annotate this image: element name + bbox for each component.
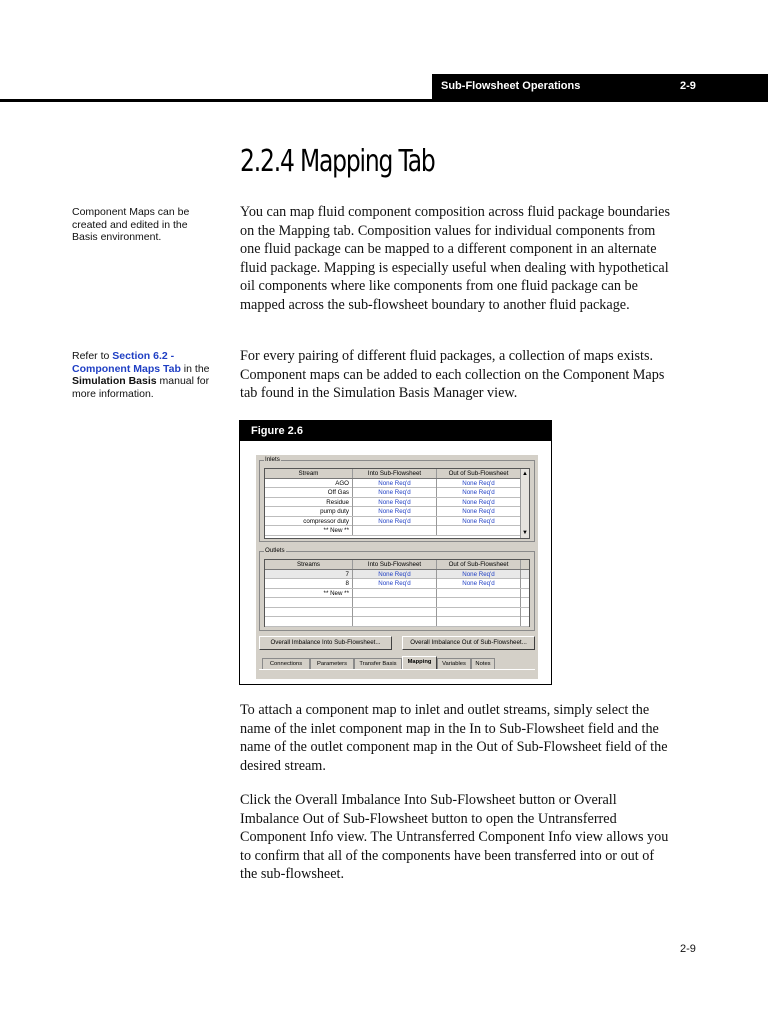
table-row[interactable] <box>265 479 521 489</box>
paragraph-attach-map: To attach a component map to inlet and outlet streams, simply select the name of the inlet component map in the In to Sub-Flowsheet field and the name of the outlet component map in the Out of Sub-Flowsheet field of the desired stream. <box>240 702 668 774</box>
stream-name: Off Gas <box>265 488 353 497</box>
stream-name: ** New ** <box>265 589 353 598</box>
tab-transfer-basis[interactable]: Transfer Basis <box>354 658 402 669</box>
footer-page-number: 2-9 <box>680 943 696 955</box>
into-map[interactable]: None Req'd <box>353 579 437 588</box>
figure-2-6 <box>239 420 552 685</box>
inlets-group <box>259 456 535 542</box>
margin-note-reference <box>72 350 212 400</box>
into-map[interactable]: None Req'd <box>353 507 437 516</box>
table-row[interactable] <box>265 488 521 498</box>
figure-caption: Figure 2.6 <box>240 421 551 441</box>
table-row <box>265 598 529 608</box>
table-row[interactable] <box>265 526 521 536</box>
stream-name: compressor duty <box>265 517 353 526</box>
col-streams: Streams <box>265 560 353 569</box>
into-map[interactable]: None Req'd <box>353 570 437 579</box>
col-out: Out of Sub-Flowsheet <box>437 560 521 569</box>
stream-name: AGO <box>265 479 353 488</box>
tab-notes[interactable]: Notes <box>471 658 495 669</box>
note-prefix: Refer to <box>72 350 113 362</box>
out-map[interactable]: None Req'd <box>437 498 521 507</box>
overall-imbalance-out-button[interactable]: Overall Imbalance Out of Sub-Flowsheet... <box>402 636 535 650</box>
overall-imbalance-into-button[interactable]: Overall Imbalance Into Sub-Flowsheet... <box>259 636 392 650</box>
into-map[interactable] <box>353 589 437 598</box>
into-map[interactable]: None Req'd <box>353 498 437 507</box>
table-row[interactable] <box>265 507 521 517</box>
stream-name: Residue <box>265 498 353 507</box>
header-page-number: 2-9 <box>680 80 696 92</box>
header-title: Sub-Flowsheet Operations <box>441 80 581 92</box>
table-row[interactable] <box>265 498 521 508</box>
scroll-up-icon[interactable]: ▲ <box>522 471 528 477</box>
stream-name: 8 <box>265 579 353 588</box>
table-row[interactable] <box>265 579 529 589</box>
section-title: 2.2.4 Mapping Tab <box>240 144 435 179</box>
into-map[interactable]: None Req'd <box>353 488 437 497</box>
stream-name: pump duty <box>265 507 353 516</box>
out-map[interactable]: None Req'd <box>437 517 521 526</box>
into-map[interactable]: None Req'd <box>353 517 437 526</box>
inlets-scrollbar[interactable] <box>520 469 529 538</box>
note-mid: in the <box>180 362 210 375</box>
out-map[interactable]: None Req'd <box>437 488 521 497</box>
outlets-grid[interactable] <box>264 559 530 627</box>
col-into: Into Sub-Flowsheet <box>353 560 437 569</box>
out-map[interactable]: None Req'd <box>437 507 521 516</box>
paragraph-mapping-intro: You can map fluid component composition across fluid package boundaries on the Mapping tab. Composition values for individual components from one fluid package can be mapped to a different component in an alternate fluid package. Mapping is especially useful when dealing with hypothetical oil components where like components from one fluid package can be mapped across the sub-flowsheet boundary to another fluid package. <box>240 204 671 313</box>
out-map[interactable] <box>437 589 521 598</box>
out-map[interactable]: None Req'd <box>437 579 521 588</box>
section-link[interactable]: Section 6.2 - Component Maps Tab <box>72 350 181 375</box>
inlets-header-row <box>265 469 521 479</box>
table-row <box>265 608 529 618</box>
tab-parameters[interactable]: Parameters <box>310 658 354 669</box>
manual-name: Simulation Basis <box>72 375 157 387</box>
table-row[interactable] <box>265 517 521 527</box>
margin-note-basis: Component Maps can be created and edited in the Basis environment. <box>72 206 190 243</box>
out-map[interactable]: None Req'd <box>437 479 521 488</box>
scroll-down-icon[interactable]: ▼ <box>522 530 528 536</box>
header-rule <box>0 99 768 102</box>
col-into: Into Sub-Flowsheet <box>353 469 437 478</box>
note-suffix: manual for more information. <box>72 375 210 400</box>
outlets-group <box>259 547 535 631</box>
into-map[interactable]: None Req'd <box>353 479 437 488</box>
inlets-grid[interactable] <box>264 468 530 539</box>
tab-variables[interactable]: Variables <box>437 658 471 669</box>
into-map[interactable] <box>353 526 437 535</box>
paragraph-imbalance: Click the Overall Imbalance Into Sub-Flowsheet button or Overall Imbalance Out of Sub-Flowsheet button to open the Untransferred Component Info view. The Untransferred Component Info view allows you to confirm that all of the components have been transferred into or out of the sub-flowsheet. <box>240 792 669 882</box>
stream-name: ** New ** <box>265 526 353 535</box>
table-row[interactable] <box>265 570 529 580</box>
out-map[interactable] <box>437 526 521 535</box>
table-row[interactable] <box>265 589 529 599</box>
outlets-label: Outlets <box>265 547 285 554</box>
inlets-label: Inlets <box>265 456 280 463</box>
paragraph-collections: For every pairing of different fluid packages, a collection of maps exists. Component maps can be added to each collection on the Component Maps tab found in the Simulation Basis Manager view. <box>240 348 665 401</box>
tab-connections[interactable]: Connections <box>262 658 310 669</box>
mapping-tab-dialog <box>256 455 538 679</box>
out-map[interactable]: None Req'd <box>437 570 521 579</box>
table-row <box>265 617 529 627</box>
col-stream: Stream <box>265 469 353 478</box>
outlets-header-row <box>265 560 529 570</box>
tab-mapping[interactable]: Mapping <box>402 656 437 669</box>
col-out: Out of Sub-Flowsheet <box>437 469 521 478</box>
stream-name: 7 <box>265 570 353 579</box>
